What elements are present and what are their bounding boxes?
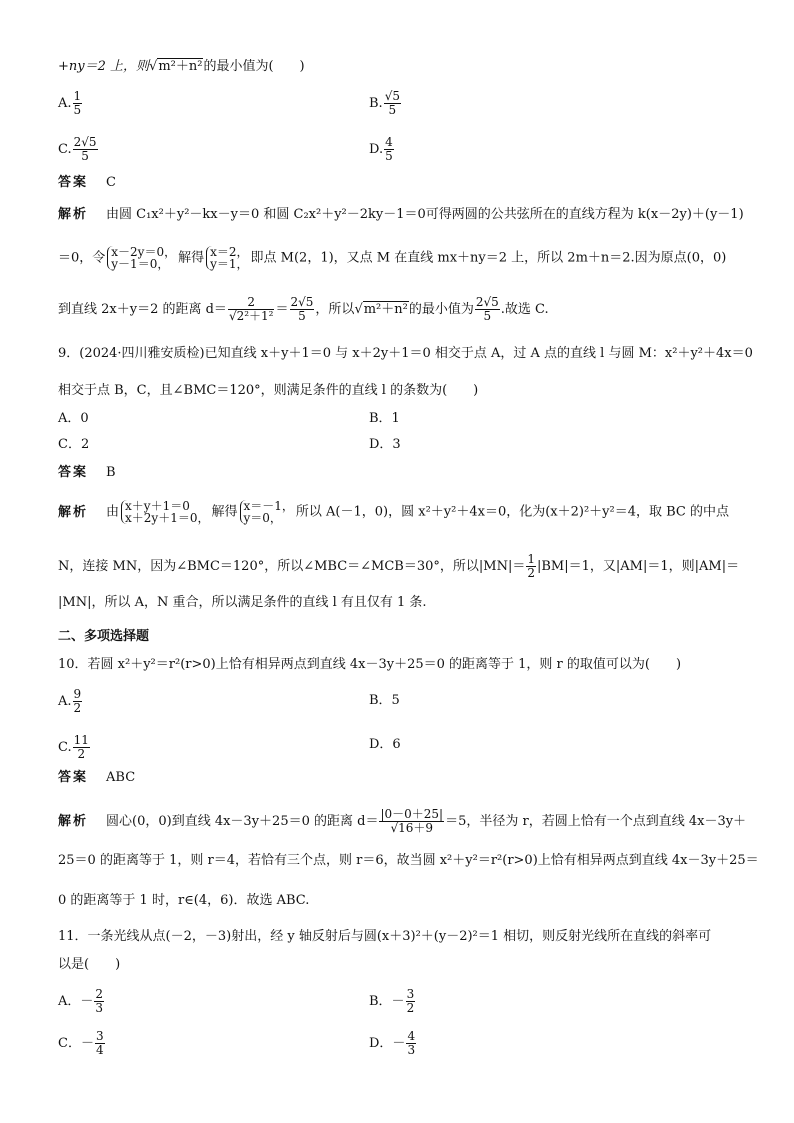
fraction: $\frac{1}{5}$ xyxy=(73,89,82,117)
fraction: $\frac{√5}{5}$ xyxy=(384,89,400,117)
fraction: $\frac{11}{2}$ xyxy=(73,733,89,761)
fraction: $\frac{4}{5}$ xyxy=(385,135,393,163)
q8-option-a: A. $\frac{1}{5}$ xyxy=(58,89,82,117)
fraction: $\frac{2√5}{5}$ xyxy=(73,135,97,163)
q9-option-b: B．1 xyxy=(369,411,400,426)
q10-analysis-line-3: 0 的距离等于 1 时，r∈(4，6)．故选 ABC. xyxy=(58,893,310,908)
q10-option-d: D．6 xyxy=(369,737,401,752)
q9-analysis-line-3: |MN|，所以 A，N 重合，所以满足条件的直线 l 有且仅有 1 条. xyxy=(58,595,427,610)
q11-option-d: D．－ $\frac{4}{3}$ xyxy=(369,1029,416,1057)
q9-stem-line-2: 相交于点 B，C，且∠BMC＝120°，则满足条件的直线 l 的条数为( ) xyxy=(58,383,479,398)
fraction: $\frac{1}{2}$ xyxy=(527,552,535,580)
q9-option-d: D．3 xyxy=(369,437,401,452)
q10-option-b: B．5 xyxy=(369,693,400,708)
fraction: $\frac{4}{3}$ xyxy=(407,1029,416,1057)
q9-analysis-line-2: N，连接 MN，因为∠BMC＝120°，所以∠MBC＝∠MCB＝30°，所以|MN|＝ $\frac{1}{2}$ |BM|＝1，又|AM|＝1，则|AM|＝ xyxy=(58,552,740,580)
fraction: $\frac{3}{2}$ xyxy=(406,987,415,1015)
equation-system: x－2y＝0， y－1＝0， xyxy=(107,246,176,270)
q8-option-d: D. $\frac{4}{5}$ xyxy=(369,135,393,163)
equation-system: x＝－1， y＝0， xyxy=(240,500,294,524)
q10-analysis-line-1: 解析 圆心(0，0)到直线 4x－3y＋25＝0 的距离 d＝ $\frac{|0-0+25|}{√16+9}$ ＝5，半径为 r，若圆上恰有一个点到直线 4x－3y＋ xyxy=(58,807,747,835)
q10-stem: 10．若圆 x²＋y²＝r²(r>0)上恰有相异两点到直线 4x－3y＋25＝0 的距离等于 1，则 r 的取值可以为( ) xyxy=(58,657,682,672)
q8-option-c: C. $\frac{2√5}{5}$ xyxy=(58,135,97,163)
q11-option-b: B．－ $\frac{3}{2}$ xyxy=(369,987,415,1015)
q11-option-c: C．－ $\frac{3}{4}$ xyxy=(58,1029,104,1057)
q9-answer: 答案 B xyxy=(58,465,116,480)
q8-analysis-line-1: 解析 由圆 C₁x²＋y²－kx－y＝0 和圆 C₂x²＋y²－2ky－1＝0可得两圆的公共弦所在的直线方程为 k(x－2y)＋(y－1) xyxy=(58,207,744,222)
q9-option-c: C．2 xyxy=(58,437,90,452)
fraction: $\frac{2√5}{5}$ xyxy=(290,295,314,323)
fraction: $\frac{3}{4}$ xyxy=(95,1029,104,1057)
section-heading: 二、多项选择题 xyxy=(58,629,150,644)
fraction: $\frac{2}{3}$ xyxy=(95,987,104,1015)
q9-option-a: A．0 xyxy=(58,411,89,426)
fraction: $\frac{|0-0+25|}{√16+9}$ xyxy=(380,807,444,835)
q11-stem-line-2: 以是( ) xyxy=(58,957,121,972)
q10-option-a: A. $\frac{9}{2}$ xyxy=(58,687,82,715)
equation-system: x＋y＋1＝0 x＋2y＋1＝0， xyxy=(121,500,209,524)
q8-answer: 答案 C xyxy=(58,175,116,190)
q11-stem-line-1: 11．一条光线从点(－2，－3)射出，经 y 轴反射后与圆(x＋3)²＋(y－2)²＝1 相切，则反射光线所在直线的斜率可 xyxy=(58,929,712,944)
equation-system: x＝2， y＝1， xyxy=(206,246,248,270)
q10-analysis-line-2: 25＝0 的距离等于 1，则 r＝4，若恰有三个点，则 r＝6，故当圆 x²＋y²＝r²(r>0)上恰有相异两点到直线 4x－3y＋25＝ xyxy=(58,853,759,868)
q9-analysis-line-1: 解析 由 x＋y＋1＝0 x＋2y＋1＝0， 解得 x＝－1， y＝0， 所以 A(－1，0)，圆 x²＋y²＋4x＝0，化为(x＋2)²＋y²＝4，取 BC 的中点 xyxy=(58,499,730,525)
q10-answer: 答案 ABC xyxy=(58,770,136,785)
fraction: $\frac{2}{\text{√2²＋1²}}$ xyxy=(228,295,274,323)
q8-analysis-line-2: ＝0，令 x－2y＝0， y－1＝0， 解得 x＝2， y＝1， 即点 M(2，1)，又点 M 在直线 mx＋ny＝2 上，所以 2m＋n＝2.因为原点(0，0) xyxy=(58,245,727,271)
q8-option-b: B. $\frac{√5}{5}$ xyxy=(369,89,400,117)
fraction: $\frac{9}{2}$ xyxy=(73,687,82,715)
q11-option-a: A．－ $\frac{2}{3}$ xyxy=(58,987,104,1015)
q10-option-c: C. $\frac{11}{2}$ xyxy=(58,733,89,761)
q9-stem-line-1: 9．(2024·四川雅安质检)已知直线 x＋y＋1＝0 与 x＋2y＋1＝0 相交于点 A，过 A 点的直线 l 与圆 M：x²＋y²＋4x＝0 xyxy=(58,346,753,361)
q8-stem: +ny＝2 上，则√m²＋n²的最小值为( ) xyxy=(58,59,305,74)
q8-analysis-line-3: 到直线 2x＋y＝2 的距离 d＝ $\frac{2}{\text{√2²＋1²}}$ ＝ $\frac{2√5}{5}$ ，所以√m²＋n²的最小值为 $\frac{2√5}{5}$ .故选 C. xyxy=(58,295,549,323)
fraction: $\frac{2√5}{5}$ xyxy=(475,295,499,323)
